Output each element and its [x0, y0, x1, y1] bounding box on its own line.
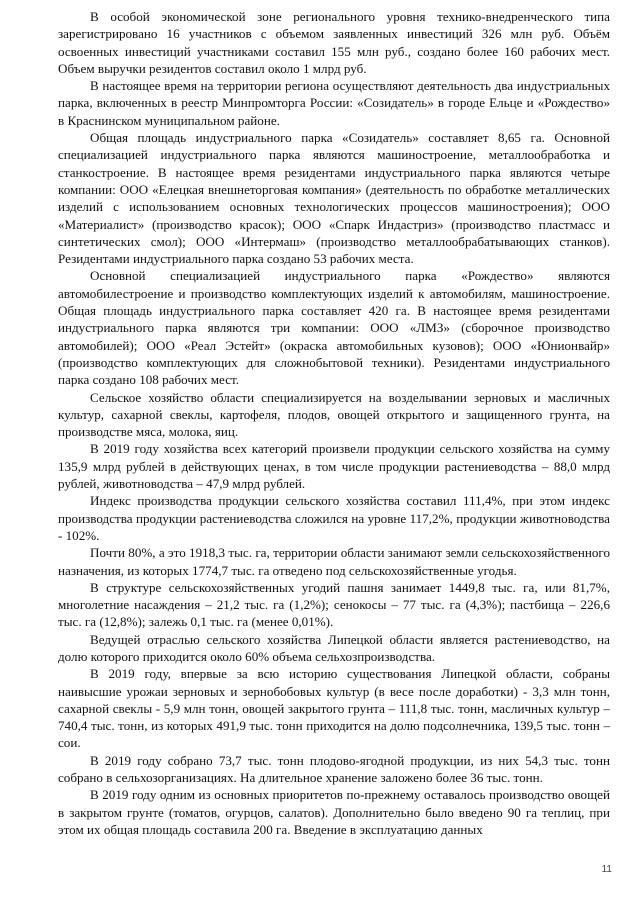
- paragraph-agriculture-specialization: Сельское хозяйство области специализируется на возделывании зерновых и масличных культур, сахарной свеклы, картофеля, плодов, овощей открытого и защищенного грунта, на производстве мяса, молока, яиц.: [58, 389, 610, 440]
- paragraph-production-index: Индекс производства продукции сельского хозяйства составил 111,4%, при этом индекс производства продукции растениеводства сложился на уровне 117,2%, продукции животноводства - 102%.: [58, 493, 610, 543]
- paragraph-sozidatel-park: Общая площадь индустриального парка «Созидатель» составляет 8,65 га. Основной специализацией индустриального парка являются машиностроение, металлообработка и станкостроение. В настоящее время резидентами индустриального парка являются четыре компании: ООО «Елецкая внешнеторговая компания» (деятельность по обработке металлических изделий с использованием основных технологических процессов машиностроения); ООО «Материалист» (производство красок); ООО «Спарк Индастриз» (производство пластмасс и синтетических смол); ООО «Интермаш» (производство металлообрабатывающих станков). Резидентами индустриального парка создано 53 рабочих места.: [58, 130, 610, 267]
- paragraph-agricultural-land: Почти 80%, а это 1918,3 тыс. га, территории области занимают земли сельскохозяйственного назначения, из которых 1774,7 тыс. га отведено под сельскохозяйственные угодья.: [58, 545, 610, 578]
- paragraph-land-structure: В структуре сельскохозяйственных угодий пашня занимает 1449,8 тыс. га, или 81,7%, многолетние насаждения – 21,2 тыс. га (1,2%); сенокосы – 77 тыс. га (4,3%); пастбища – 226,6 тыс. га (12,8%); залежь 0,1 тыс. га (менее 0,01%).: [58, 579, 610, 630]
- paragraph-sez-participants: В особой экономической зоне регионального уровня технико-внедренческого типа зарегистрировано 16 участников с объемом заявленных инвестиций 326 млн руб. Объём освоенных инвестиций участниками составил 155 млн руб., создано более 160 рабочих мест. Объем выручки резидентов составил около 1 млрд руб.: [58, 9, 610, 76]
- paragraph-greenhouse-vegetables: В 2019 году одним из основных приоритетов по-прежнему оставалось производство овощей в закрытом грунте (томатов, огурцов, салатов). Дополнительно было введено 90 га теплиц, при этом их общая площадь составила 200 га. Введение в эксплуатацию данных: [58, 787, 610, 837]
- page-number: 11: [601, 864, 612, 875]
- paragraph-crop-farming: Ведущей отраслью сельского хозяйства Липецкой области является растениеводство, на долю которого приходится около 60% объема сельхозпроизводства.: [58, 631, 610, 664]
- paragraph-record-harvest: В 2019 году, впервые за всю историю существования Липецкой области, собраны наивысшие урожаи зерновых и зернобобовых культур (в весе после доработки) - 3,3 млн тонн, сахарной свеклы - 5,9 млн тонн, овощей закрытого грунта – 111,8 тыс. тонн, масличных культур – 740,4 тыс. тонн, из которых 491,9 тыс. тонн приходится на долю подсолнечника, 139,5 тыс. тонн – сои.: [58, 666, 610, 751]
- paragraph-rozhdestvo-park: Основной специализацией индустриального парка «Рождество» являются автомобилестроение и производство комплектующих изделий к автомобилям, машиностроение. Общая площадь индустриального парка составляет 420 га. В настоящее время резидентами индустриального парка являются три компании: ООО «ЛМЗ» (сборочное производство автомобилей); ООО «Реал Эстейт» (окраска автомобильных кузовов); ООО «Юнионвайр» (производство комплектующих для сложнобытовой техники). Резидентами индустриального парка создано 108 рабочих мест.: [58, 268, 610, 388]
- paragraph-fruit-berry: В 2019 году собрано 73,7 тыс. тонн плодово-ягодной продукции, из них 54,3 тыс. тонн собрано в сельхозорганизациях. На длительное хранение заложено более 36 тыс. тонн.: [58, 752, 610, 786]
- document-page: [58, 8, 610, 838]
- paragraph-agri-output-2019: В 2019 году хозяйства всех категорий произвели продукции сельского хозяйства на сумму 135,9 млрд рублей в действующих ценах, в том числе продукции растениеводства – 88,0 млрд рублей, животноводства – 47,9 млрд рублей.: [58, 441, 610, 492]
- paragraph-industrial-parks: В настоящее время на территории региона осуществляют деятельность два индустриальных парка, включенных в реестр Минпромторга России: «Созидатель» в городе Ельце и «Рождество» в Краснинском муниципальном районе.: [58, 78, 610, 128]
